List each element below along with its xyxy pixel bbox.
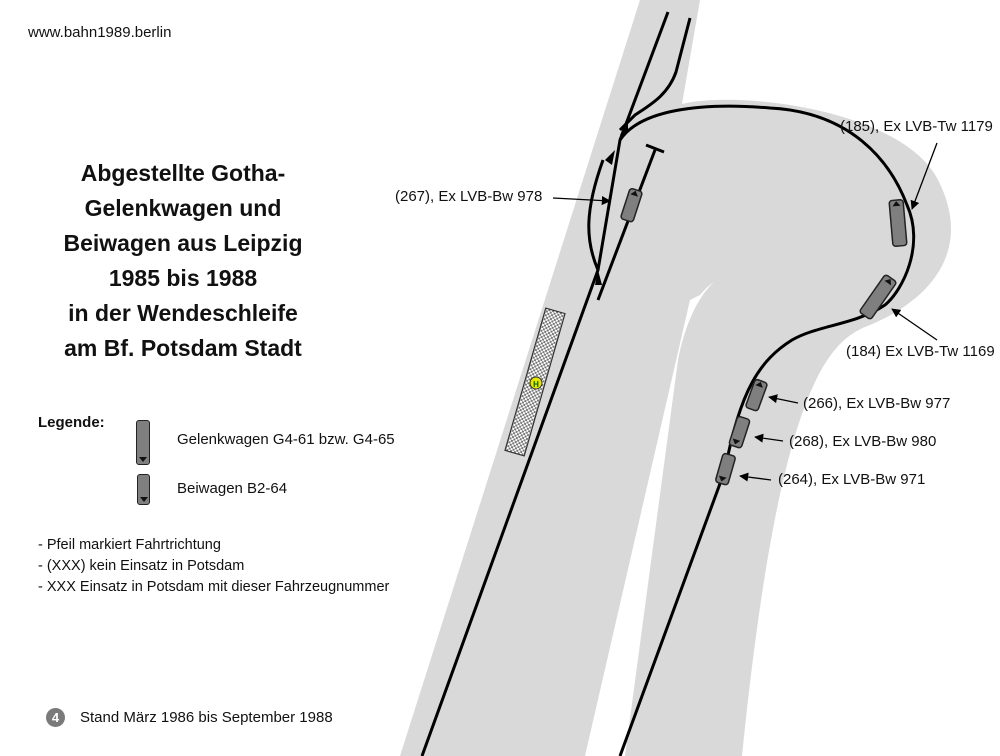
title-line: Beiwagen aus Leipzig bbox=[63, 230, 303, 256]
vehicle-185 bbox=[889, 199, 907, 246]
title-line: Gelenkwagen und bbox=[84, 195, 282, 221]
legend-note: - (XXX) kein Einsatz in Potsdam bbox=[38, 558, 245, 574]
legend-beiwagen-label: Beiwagen B2-64 bbox=[177, 480, 288, 497]
title-line: Abgestellte Gotha- bbox=[80, 160, 286, 186]
vehicle-label-185: (185), Ex LVB-Tw 1179 bbox=[840, 118, 993, 135]
legend-heading: Legende: bbox=[38, 414, 105, 431]
title-line: 1985 bis 1988 bbox=[108, 265, 258, 291]
title-line: am Bf. Potsdam Stadt bbox=[64, 335, 302, 361]
vehicle-label-184: (184) Ex LVB-Tw 1169 bbox=[846, 343, 995, 360]
status-badge: 4 bbox=[46, 708, 65, 727]
legend-beiwagen-swatch bbox=[137, 474, 150, 505]
street-area bbox=[400, 0, 951, 756]
vehicle-label-267: (267), Ex LVB-Bw 978 bbox=[395, 188, 543, 205]
website-label: www.bahn1989.berlin bbox=[28, 24, 172, 41]
legend-notes bbox=[38, 535, 389, 598]
legend-gelenkwagen-label: Gelenkwagen G4-61 bzw. G4-65 bbox=[177, 431, 395, 448]
title-line: in der Wendeschleife bbox=[68, 300, 298, 326]
page-title bbox=[40, 156, 326, 366]
status-date-label: Stand März 1986 bis September 1988 bbox=[80, 709, 333, 726]
legend-gelenkwagen-swatch bbox=[136, 420, 150, 465]
legend-note: - Pfeil markiert Fahrtrichtung bbox=[38, 537, 221, 553]
svg-text:H: H bbox=[533, 380, 539, 389]
vehicle-label-264: (264), Ex LVB-Bw 971 bbox=[778, 471, 926, 488]
arrow-184 bbox=[892, 309, 937, 340]
legend-note: - XXX Einsatz in Potsdam mit dieser Fahrzeugnummer bbox=[38, 579, 390, 595]
vehicle-label-268: (268), Ex LVB-Bw 980 bbox=[789, 433, 937, 450]
vehicle-label-266: (266), Ex LVB-Bw 977 bbox=[803, 395, 951, 412]
